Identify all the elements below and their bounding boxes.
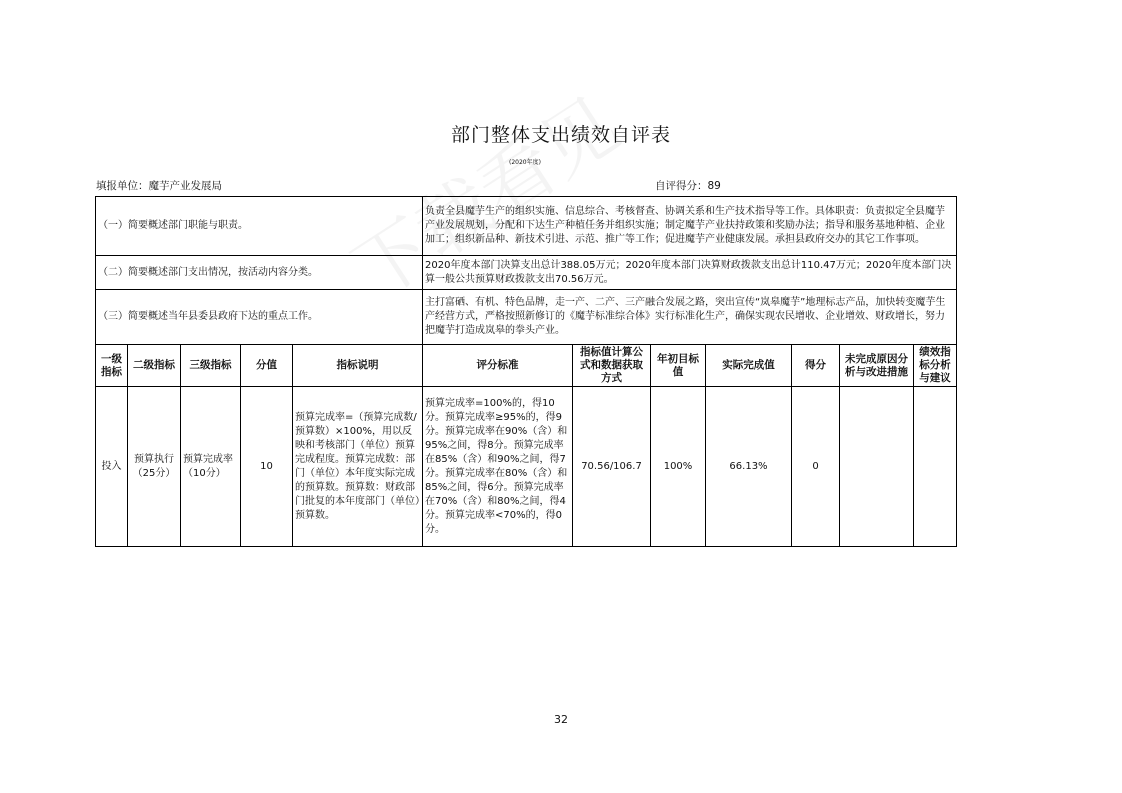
header-reason: 未完成原因分析与改进措施 [840,345,914,387]
header-actual: 实际完成值 [706,345,792,387]
section-label: （一）简要概述部门职能与职责。 [96,197,423,256]
header-row [96,345,957,387]
cell-actual: 66.13% [706,387,792,547]
page-number: 32 [554,713,568,726]
header-level2: 二级指标 [128,345,181,387]
year-note: (2020年度) [509,159,541,166]
section-row [96,290,957,345]
header-target: 年初目标值 [651,345,706,387]
cell-criteria: 预算完成率=100%的，得10分。预算完成率≥95%的，得9分。预算完成率在90%（含）和95%之间，得8分。预算完成率在85%（含）和90%之间，得7分。预算完成率在80%（含）和85%之间，得6分。预算完成率在70%（含）和80%之间，得4分。预算完成率<70%的，得0分。 [423,387,573,547]
header-analysis: 绩效指标分析与建议 [914,345,957,387]
section-content: 主打富硒、有机、特色品牌，走一产、二产、三产融合发展之路，突出宣传“岚皋魔芋”地理标志产品，加快转变魔芋生产经营方式，严格按照新修订的《魔芋标准综合体》实行标准化生产，确保实现农民增收、企业增效、财政增长，努力把魔芋打造成岚皋的拳头产业。 [423,290,957,345]
header-points: 分值 [241,345,293,387]
evaluation-table [95,196,957,547]
section-label: （三）简要概述当年县委县政府下达的重点工作。 [96,290,423,345]
page-title: 部门整体支出绩效自评表 [450,124,671,146]
header-explanation: 指标说明 [293,345,423,387]
cell-level3: 预算完成率（10分） [181,387,241,547]
header-score: 得分 [792,345,840,387]
section-label: （二）简要概述部门支出情况，按活动内容分类。 [96,256,423,290]
cell-points: 10 [241,387,293,547]
section-row [96,256,957,290]
header-level3: 三级指标 [181,345,241,387]
header-formula: 指标值计算公式和数据获取方式 [573,345,651,387]
cell-reason [840,387,914,547]
section-row [96,197,957,256]
header-level1: 一级指标 [96,345,128,387]
cell-score: 0 [792,387,840,547]
section-content: 2020年度本部门决算支出总计388.05万元；2020年度本部门决算财政拨款支出总计110.47万元；2020年度本部门决算一般公共预算财政拨款支出70.56万元。 [423,256,957,290]
filler-unit: 填报单位：魔芋产业发展局 [96,180,222,192]
header-criteria: 评分标准 [423,345,573,387]
cell-level2: 预算执行（25分） [128,387,181,547]
section-content: 负责全县魔芋生产的组织实施、信息综合、考核督查、协调关系和生产技术指导等工作。具体职责：负责拟定全县魔芋产业发展规划，分配和下达生产种植任务并组织实施；制定魔芋产业扶持政策和奖励办法；指导和服务基地种植、企业加工；组织新品种、新技术引进、示范、推广等工作；促进魔芋产业健康发展。承担县政府交办的其它工作事项。 [423,197,957,256]
cell-formula: 70.56/106.7 [573,387,651,547]
cell-analysis [914,387,957,547]
self-score: 自评得分：89 [655,180,721,192]
cell-target: 100% [651,387,706,547]
cell-explanation: 预算完成率=（预算完成数/预算数）×100%，用以反映和考核部门（单位）预算完成程度。预算完成数：部门（单位）本年度实际完成的预算数。预算数：财政部门批复的本年度部门（单位）预算数。 [293,387,423,547]
cell-level1: 投入 [96,387,128,547]
table-row [96,387,957,547]
